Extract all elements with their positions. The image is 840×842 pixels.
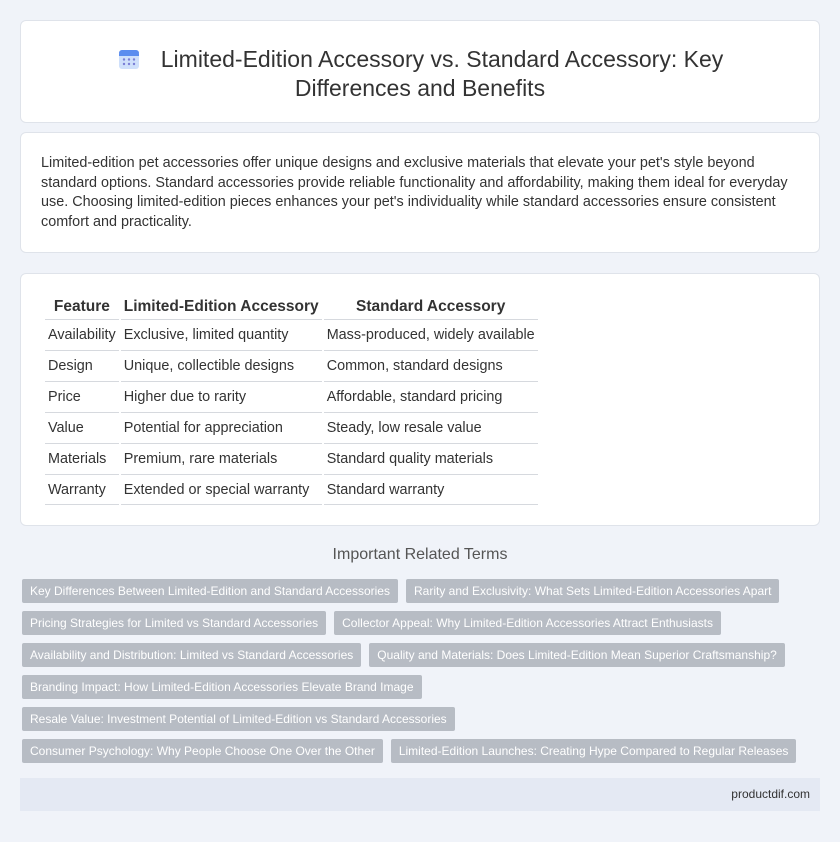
header-standard: Standard Accessory: [356, 298, 506, 315]
comparison-card: [20, 273, 820, 526]
limited-cell: Potential for appreciation: [121, 412, 322, 443]
standard-cell: Common, standard designs: [324, 350, 538, 381]
related-terms-list: [22, 579, 822, 763]
table-header-row: [45, 295, 538, 319]
table-row: [45, 350, 538, 381]
limited-cell: Exclusive, limited quantity: [121, 319, 322, 350]
feature-cell: Design: [45, 350, 119, 381]
feature-cell: Value: [45, 412, 119, 443]
intro-card: [20, 132, 820, 253]
related-term-link[interactable]: Availability and Distribution: Limited vs Standard Accessories: [22, 643, 361, 667]
standard-cell: Affordable, standard pricing: [324, 381, 538, 412]
feature-cell: Price: [45, 381, 119, 412]
related-term-link[interactable]: Rarity and Exclusivity: What Sets Limited-Edition Accessories Apart: [406, 579, 779, 603]
feature-cell: Availability: [45, 319, 119, 350]
page-title: [21, 45, 819, 103]
standard-cell: Standard warranty: [324, 474, 538, 505]
limited-cell: Premium, rare materials: [121, 443, 322, 474]
table-row: [45, 319, 538, 350]
table-row: [45, 381, 538, 412]
title-line-1: Limited-Edition Accessory vs. Standard Accessory: Key: [160, 46, 724, 72]
related-term-link[interactable]: Pricing Strategies for Limited vs Standard Accessories: [22, 611, 326, 635]
feature-cell: Warranty: [45, 474, 119, 505]
related-term-link[interactable]: Branding Impact: How Limited-Edition Accessories Elevate Brand Image: [22, 675, 422, 699]
related-term-link[interactable]: Quality and Materials: Does Limited-Edition Mean Superior Craftsmanship?: [369, 643, 785, 667]
related-term-link[interactable]: Resale Value: Investment Potential of Limited-Edition vs Standard Accessories: [22, 707, 455, 731]
footer-site-name[interactable]: productdif.com: [731, 787, 810, 801]
related-term-link[interactable]: Consumer Psychology: Why People Choose One Over the Other: [22, 739, 383, 763]
related-terms-heading: Important Related Terms: [332, 546, 508, 563]
table-row: [45, 412, 538, 443]
feature-cell: Materials: [45, 443, 119, 474]
limited-cell: Unique, collectible designs: [121, 350, 322, 381]
related-term-link[interactable]: Limited-Edition Launches: Creating Hype Compared to Regular Releases: [391, 739, 797, 763]
header-feature: Feature: [53, 298, 110, 315]
limited-cell: Higher due to rarity: [121, 381, 322, 412]
limited-cell: Extended or special warranty: [121, 474, 322, 505]
comparison-table: [43, 295, 540, 505]
standard-cell: Mass-produced, widely available: [324, 319, 538, 350]
footer: [20, 778, 820, 811]
related-term-link[interactable]: Key Differences Between Limited-Edition and Standard Accessories: [22, 579, 398, 603]
intro-paragraph: Limited-edition pet accessories offer unique designs and exclusive materials that elevate your pet's style beyond standard options. Standard accessories provide reliable functionality and affordability, making them ideal for everyday use. Choosing limited-edition pieces enhances your pet's individuality while standard accessories ensure consistent comfort and practicality.: [41, 155, 788, 230]
calendar-icon: [117, 47, 141, 71]
standard-cell: Standard quality materials: [324, 443, 538, 474]
title-line-2: Differences and Benefits: [294, 75, 546, 101]
table-row: [45, 474, 538, 505]
table-row: [45, 443, 538, 474]
related-term-link[interactable]: Collector Appeal: Why Limited-Edition Accessories Attract Enthusiasts: [334, 611, 721, 635]
standard-cell: Steady, low resale value: [324, 412, 538, 443]
header-limited-edition: Limited-Edition Accessory: [123, 298, 319, 315]
title-card: [20, 20, 820, 123]
